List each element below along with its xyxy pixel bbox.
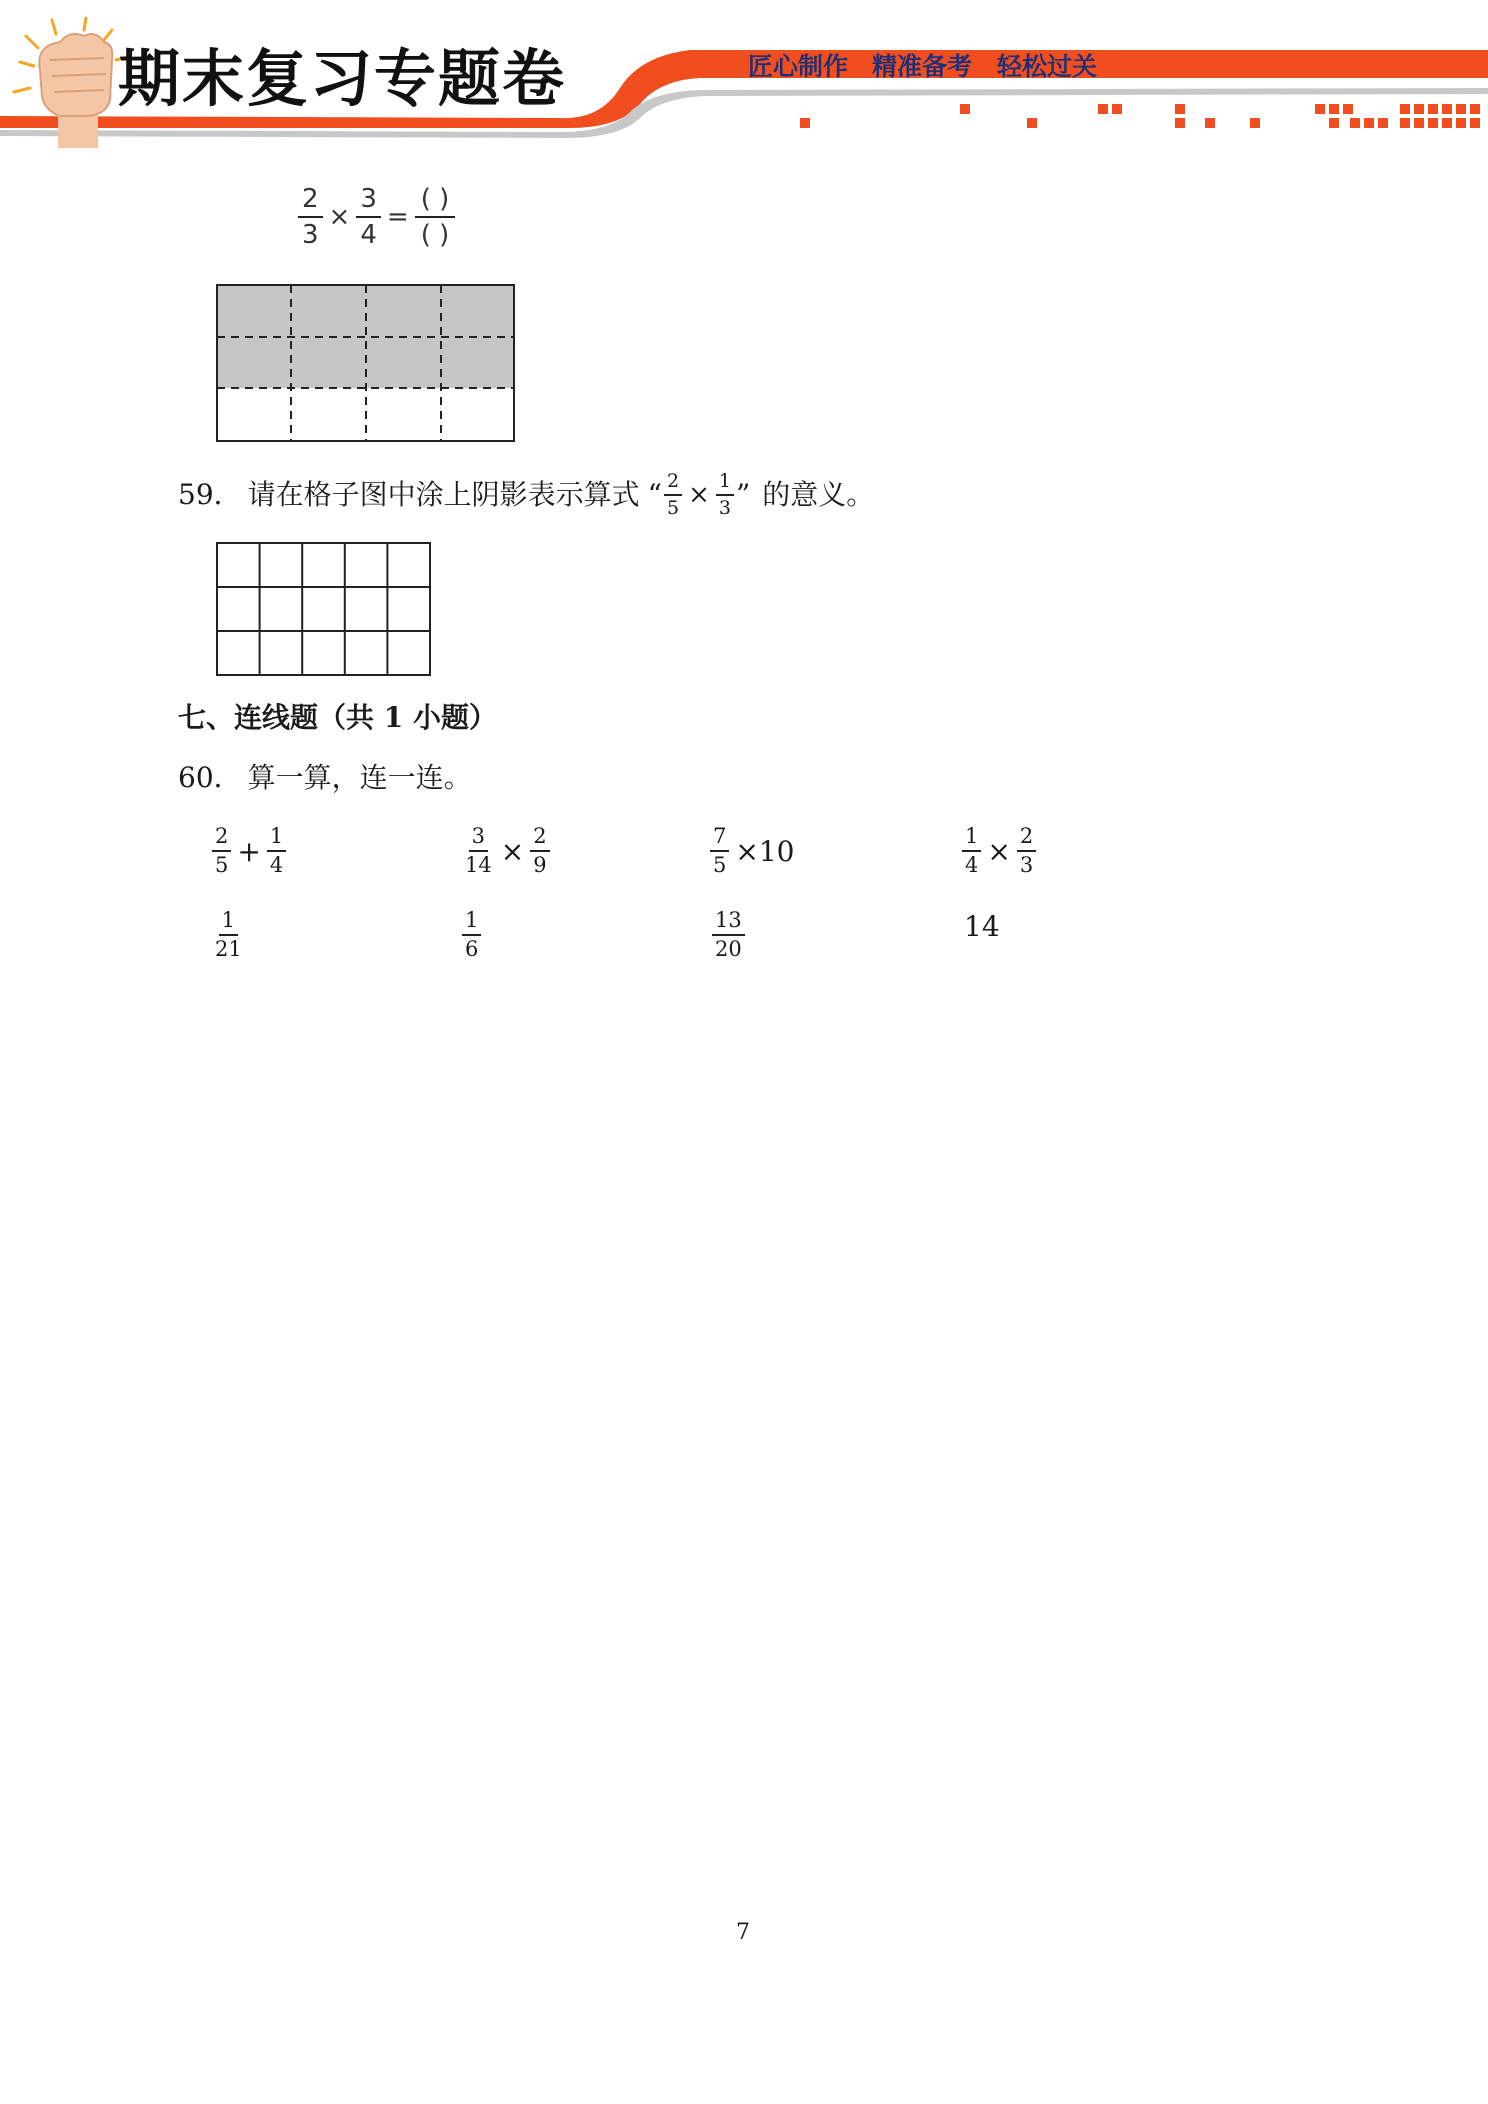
q60-expression-4[interactable] xyxy=(960,826,1038,876)
q58-f2-numerator: 3 xyxy=(356,186,381,218)
q60-e1-fraction-b xyxy=(267,826,286,876)
header-slogan-1: 匠心制作 xyxy=(748,52,849,81)
q60-e2-a-den: 14 xyxy=(465,853,492,877)
section-7-heading: 七、连线题（共 1 小题） xyxy=(178,701,497,734)
q60-e4-fraction-b xyxy=(1017,826,1036,876)
q60-text: 算一算，连一连。 xyxy=(247,761,472,794)
q59-text-before: 请在格子图中涂上阴影表示算式 xyxy=(247,478,640,511)
q60-e2-b-num: 2 xyxy=(530,826,549,852)
q58-grid xyxy=(216,284,516,444)
q60-result-3[interactable] xyxy=(710,910,747,960)
q60-e2-a-num: 3 xyxy=(469,826,488,852)
q60-e3-fraction-a xyxy=(710,826,729,876)
q60-e1-b-den: 4 xyxy=(269,853,284,877)
header-slogan-2: 精准备考 xyxy=(872,52,973,81)
q59-operator: × xyxy=(688,480,710,510)
q60-r1-den: 21 xyxy=(215,937,242,961)
header-title: 期末复习专题卷 xyxy=(118,42,567,115)
q60-question xyxy=(178,761,472,794)
header-slogan-3: 轻松过关 xyxy=(997,52,1098,81)
q60-e4-a-num: 1 xyxy=(962,826,981,852)
q59-f2-denominator: 3 xyxy=(718,497,731,519)
q58-answer-denominator-blank[interactable]: ( ) xyxy=(420,220,450,250)
q60-e2-b-den: 9 xyxy=(533,853,547,877)
q60-r3-den: 20 xyxy=(715,937,742,961)
q60-r3-fraction xyxy=(712,910,745,960)
page-header xyxy=(0,0,1488,150)
q58-f1-numerator: 2 xyxy=(298,186,323,218)
q59-fraction-1 xyxy=(664,472,682,518)
q60-result-2[interactable] xyxy=(460,910,483,960)
q60-result-4[interactable] xyxy=(964,910,1000,943)
q60-e2-op: × xyxy=(500,834,525,868)
q60-expression-2[interactable] xyxy=(460,826,552,876)
q59-f1-numerator: 2 xyxy=(664,472,682,496)
q58-equation xyxy=(296,186,457,248)
q59-open-quote: “ xyxy=(647,478,662,511)
q58-fraction-1 xyxy=(298,186,323,248)
q60-e4-b-num: 2 xyxy=(1017,826,1036,852)
q60-e4-fraction-a xyxy=(962,826,981,876)
q58-f1-denominator: 3 xyxy=(302,220,319,250)
q60-r1-num: 1 xyxy=(219,910,238,936)
q60-e1-a-num: 2 xyxy=(212,826,231,852)
q58-operator: × xyxy=(328,202,351,232)
q59-f2-numerator: 1 xyxy=(716,472,734,496)
q58-answer-numerator-blank[interactable]: ( ) xyxy=(415,186,456,218)
q59-number: 59． xyxy=(178,478,242,511)
q60-e4-op: × xyxy=(987,834,1011,868)
q59-grid-border xyxy=(217,543,430,675)
q60-e3-b-text: 10 xyxy=(758,834,795,868)
q60-e1-fraction-a xyxy=(212,826,231,876)
q60-e3-a-den: 5 xyxy=(713,853,727,877)
q60-r2-fraction xyxy=(462,910,481,960)
q59-close-quote: ” xyxy=(735,478,751,511)
q60-r3-num: 13 xyxy=(712,910,745,936)
q60-number: 60． xyxy=(178,761,242,794)
q59-question xyxy=(178,472,874,518)
q59-grid[interactable] xyxy=(216,542,432,678)
q60-e2-fraction-b xyxy=(530,826,549,876)
q60-r2-num: 1 xyxy=(462,910,481,936)
q60-expression-1[interactable] xyxy=(210,826,288,876)
q60-e3-a-num: 7 xyxy=(710,826,729,852)
q59-fraction-2 xyxy=(716,472,734,518)
q60-e4-a-den: 4 xyxy=(965,853,979,877)
q60-r2-den: 6 xyxy=(465,937,479,961)
q58-answer-fraction xyxy=(415,186,456,248)
q58-f2-denominator: 4 xyxy=(360,220,377,250)
q60-e2-fraction-a xyxy=(462,826,495,876)
q59-f1-denominator: 5 xyxy=(666,497,680,519)
q60-e3-op: × xyxy=(735,834,759,868)
fist-icon xyxy=(14,18,130,148)
q60-expression-3[interactable] xyxy=(708,826,794,876)
q58-fraction-2 xyxy=(356,186,381,248)
q60-e1-b-num: 1 xyxy=(267,826,286,852)
q60-r1-fraction xyxy=(212,910,245,960)
q60-e1-op: + xyxy=(237,834,261,868)
q60-e4-b-den: 3 xyxy=(1019,853,1034,877)
q60-e1-a-den: 5 xyxy=(215,853,229,877)
q59-text-after: 的意义。 xyxy=(762,478,875,511)
q60-r4-text: 14 xyxy=(964,910,1000,943)
q60-result-1[interactable] xyxy=(210,910,247,960)
page-number: 7 xyxy=(736,1920,750,1945)
q58-equals: = xyxy=(386,202,409,232)
